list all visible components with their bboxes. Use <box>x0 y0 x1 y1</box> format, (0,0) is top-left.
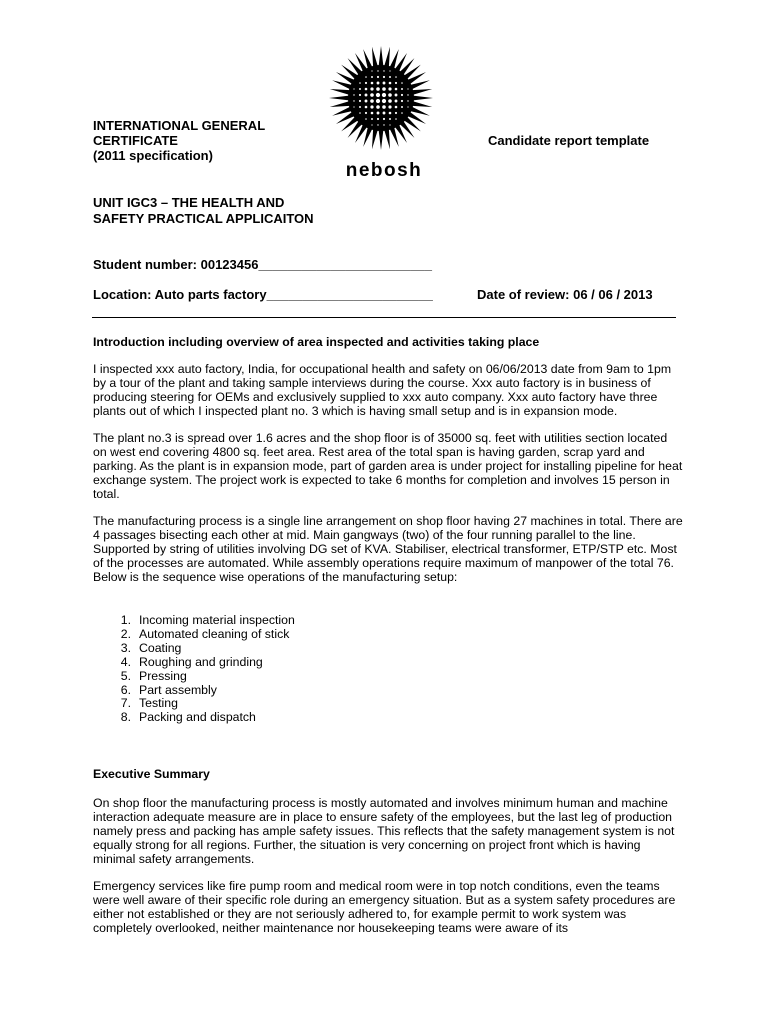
intro-body <box>93 362 683 597</box>
intro-title: Introduction including overview of area inspected and activities taking place <box>93 335 540 349</box>
unit-line-1: UNIT IGC3 – THE HEALTH AND <box>93 195 285 210</box>
list-label: Roughing and grinding <box>139 654 263 669</box>
list-number: 2. <box>120 626 131 641</box>
list-number: 4. <box>120 654 131 669</box>
list-item <box>93 642 295 656</box>
list-label: Automated cleaning of stick <box>139 626 290 641</box>
unit-title <box>93 195 314 227</box>
list-item <box>93 628 295 642</box>
location-field: Location: Auto parts factory_______________________ <box>93 287 433 302</box>
unit-line-2: SAFETY PRACTICAL APPLICAITON <box>93 211 314 226</box>
list-item <box>93 697 295 711</box>
list-label: Part assembly <box>139 682 217 697</box>
logo-text: nebosh <box>345 160 423 181</box>
summary-title: Executive Summary <box>93 767 210 781</box>
list-item <box>93 614 295 628</box>
summary-body <box>93 796 683 948</box>
certificate-title <box>93 118 265 163</box>
list-label: Packing and dispatch <box>139 710 256 725</box>
intro-paragraph: The manufacturing process is a single line arrangement on shop floor having 27 machines in total. There are 4 passages bisecting each other at mid. Main gangways (two) of the four running parallel to the line. Supported by string of utilities involving DG set of KVA. Stabiliser, electrical transformer, ETP/STP etc. Most of the processes are automated. While assembly operations require maximum of manpower of the total 76. Below is the sequence wise operations of the manufacturing setup: <box>93 514 683 584</box>
list-label: Coating <box>139 640 182 655</box>
summary-paragraph: Emergency services like fire pump room and medical room were in top notch conditions, even the teams were well aware of their specific role during an emergency situation. But as a system safety procedures are either not established or they are not seriously adhered to, for example permit to work system was completely overlooked, neither maintenance nor housekeeping teams were aware of its <box>93 879 676 935</box>
list-number: 1. <box>120 613 131 627</box>
header-divider <box>92 317 676 318</box>
list-label: Incoming material inspection <box>139 613 295 627</box>
student-number-field: Student number: 00123456________________________ <box>93 257 432 272</box>
list-number: 7. <box>120 696 131 711</box>
cert-line-2: CERTIFICATE <box>93 133 178 148</box>
date-of-review-field: Date of review: 06 / 06 / 2013 <box>477 287 653 302</box>
list-number: 5. <box>120 668 131 683</box>
list-label: Pressing <box>139 668 187 683</box>
list-item <box>93 670 295 684</box>
intro-paragraph: The plant no.3 is spread over 1.6 acres and the shop floor is of 35000 sq. feet with utilities section located on west end covering 4800 sq. feet area. Rest area of the total span is having garden, scrap yard and parking. As the plant is in expansion mode, part of garden area is under project for installing pipeline for heat exchange system. The project work is expected to take 6 months for completion and involves 15 person in total. <box>93 431 683 501</box>
list-item <box>93 711 295 725</box>
list-item <box>93 656 295 670</box>
summary-paragraph: On shop floor the manufacturing process is mostly automated and involves minimum human and machine interaction adequate measure are in place to ensure safety of the employees, but the last leg of production namely press and packing has ample safety issues. This reflects that the safety management system is not equally strong for all regions. Further, the situation is very concerning on project front which is having minimal safety arrangements. <box>93 796 675 866</box>
list-item <box>93 684 295 698</box>
list-number: 6. <box>120 682 131 697</box>
cert-line-3: (2011 specification) <box>93 148 213 163</box>
list-number: 3. <box>120 640 131 655</box>
list-label: Testing <box>139 696 178 711</box>
intro-paragraph: I inspected xxx auto factory, India, for occupational health and safety on 06/06/2013 date from 9am to 1pm by a tour of the plant and taking sample interviews during the course. Xxx auto factory is in business of producing steering for OEMs and exclusively supplied to xxx auto company. Xxx auto factory have three plants out of which I inspected plant no. 3 which is having small setup and is in expansion mode. <box>93 362 672 418</box>
cert-line-1: INTERNATIONAL GENERAL <box>93 118 266 133</box>
template-label: Candidate report template <box>488 133 650 148</box>
operations-list <box>93 614 295 725</box>
list-number: 8. <box>120 710 131 725</box>
